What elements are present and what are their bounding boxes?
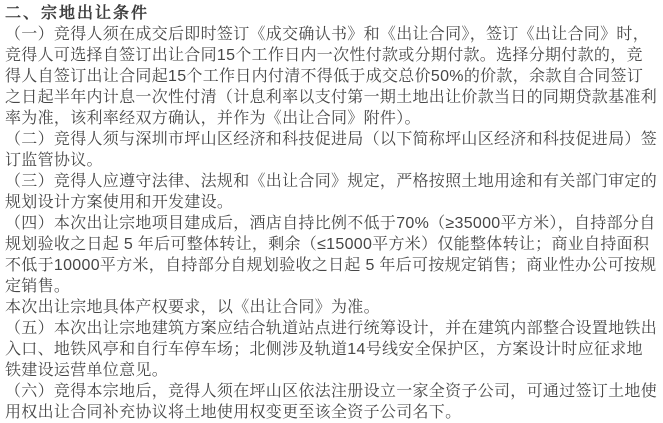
clause-2-supervision-agreement: （二）竞得人须与深圳市坪山区经济和科技促进局（以下简称坪山区经济和科技促进局）签订监管协议。 bbox=[5, 131, 658, 169]
section-heading: 二、宗地出让条件 bbox=[5, 5, 150, 22]
clause-5-metro-integration-design: （五）本次出让宗地建筑方案应结合轨道站点进行统筹设计，并在建筑内部整合设置地铁出入口、地铁风亭和自行车停车场；北侧涉及轨道14号线安全保护区，方案设计时应征求地铁建设运营单位意见。 bbox=[5, 320, 658, 379]
clause-4-self-holding-ratio: （四）本次出让宗地项目建成后，酒店自持比例不低于70%（≥35000平方米），自持部分自规划验收之日起 5 年后可整体转让，剩余（≤15000平方米）仅能整体转让；商业自持面积不低于10000平方米，自持部分自规划验收之日起 5 年后可按规定销售；商业性办公可按规定销售。 bbox=[5, 215, 657, 295]
clause-4-property-rights-note: 本次出让宗地具体产权要求，以《出让合同》为准。 bbox=[5, 299, 380, 316]
clause-1-signing-and-payment-terms: （一）竞得人须在成交后即时签订《成交确认书》和《出让合同》，签订《出让合同》时，竞得人可选择自签订出让合同15个工作日内一次性付款或分期付款。选择分期付款的，竞得人自签订出让合同起15个工作日内付清不得低于成交总价50%的价款，余款自合同签订之日起半年内计息一次性付清（计息利率以支付第一期土地出让价款当日的同期贷款基准利率为准，该利率经双方确认，并作为《出让合同》附件）。 bbox=[5, 26, 658, 127]
clause-6-subsidiary-registration: （六）竞得本宗地后，竞得人须在坪山区依法注册设立一家全资子公司，可通过签订土地使用权出让合同补充协议将土地使用权变更至该全资子公司名下。 bbox=[5, 383, 658, 421]
clause-3-compliance-with-planning: （三）竞得人应遵守法律、法规和《出让合同》规定，严格按照土地用途和有关部门审定的规划设计方案使用和开发建设。 bbox=[5, 173, 658, 211]
